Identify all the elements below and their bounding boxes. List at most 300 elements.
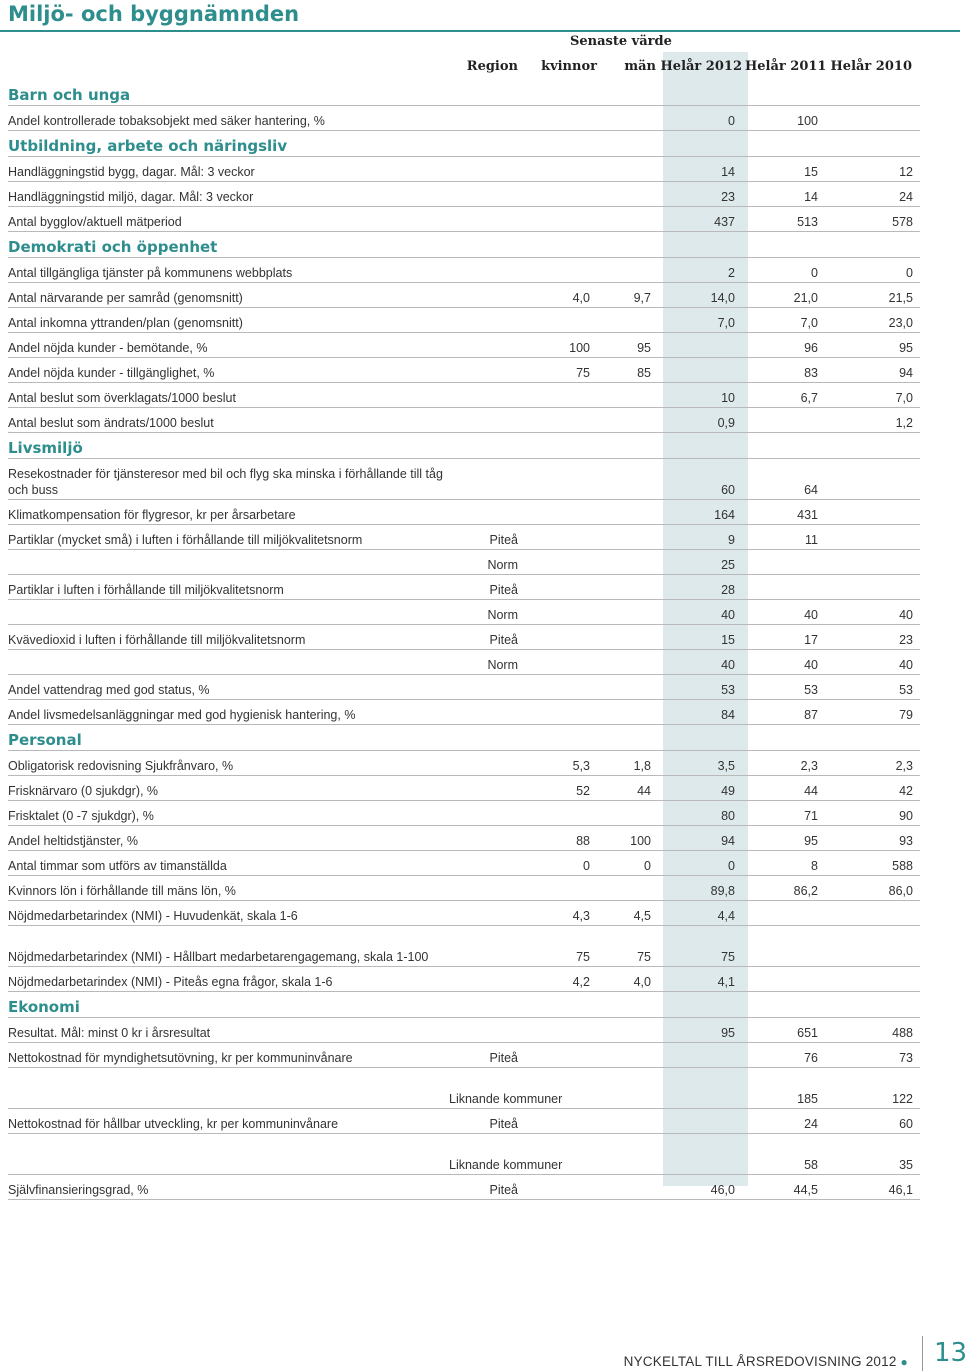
table-row bbox=[8, 1134, 920, 1175]
table-row bbox=[8, 851, 920, 876]
region-cell bbox=[449, 500, 529, 525]
men-cell: 75 bbox=[597, 926, 658, 967]
value-2010-cell: 73 bbox=[825, 1043, 920, 1068]
women-cell: 75 bbox=[529, 926, 597, 967]
men-cell bbox=[597, 675, 658, 700]
table-row bbox=[8, 926, 920, 967]
region-cell bbox=[449, 876, 529, 901]
value-2010-cell: 588 bbox=[825, 851, 920, 876]
women-cell bbox=[529, 1043, 597, 1068]
row-label: Nöjdmedarbetarindex (NMI) - Piteås egna frågor, skala 1-6 bbox=[8, 967, 449, 992]
section-title: Ekonomi bbox=[8, 998, 80, 1016]
region-cell bbox=[449, 776, 529, 801]
table-row bbox=[8, 675, 920, 700]
table-row bbox=[8, 550, 920, 575]
section-cell bbox=[8, 131, 920, 157]
men-cell bbox=[597, 1043, 658, 1068]
row-label: Nöjdmedarbetarindex (NMI) - Huvudenkät, skala 1-6 bbox=[8, 901, 449, 926]
value-2011-cell: 76 bbox=[742, 1043, 825, 1068]
section-cell bbox=[8, 80, 920, 106]
men-cell bbox=[597, 500, 658, 525]
row-label: Resultat. Mål: minst 0 kr i årsresultat bbox=[8, 1018, 449, 1043]
value-2012-cell bbox=[658, 1134, 742, 1175]
value-2011-cell: 44,5 bbox=[742, 1175, 825, 1200]
value-2011-cell bbox=[742, 901, 825, 926]
value-2010-cell bbox=[825, 459, 920, 500]
value-2010-cell: 35 bbox=[825, 1134, 920, 1175]
section-header bbox=[8, 433, 920, 459]
value-2012-cell bbox=[658, 1068, 742, 1109]
value-2010-cell: 7,0 bbox=[825, 383, 920, 408]
section-header bbox=[8, 131, 920, 157]
men-cell bbox=[597, 600, 658, 625]
region-cell: Liknande kommuner bbox=[449, 1134, 529, 1175]
table-row bbox=[8, 1109, 920, 1134]
table-row bbox=[8, 901, 920, 926]
region-cell: Norm bbox=[449, 550, 529, 575]
value-2011-cell: 40 bbox=[742, 650, 825, 675]
value-2011-cell: 58 bbox=[742, 1134, 825, 1175]
row-label: Andel nöjda kunder - tillgänglighet, % bbox=[8, 358, 449, 383]
row-label: Antal timmar som utförs av timanställda bbox=[8, 851, 449, 876]
value-2010-cell: 2,3 bbox=[825, 751, 920, 776]
table-row bbox=[8, 1068, 920, 1109]
header-men: män bbox=[624, 59, 656, 74]
header-2010: Helår 2010 bbox=[830, 59, 912, 74]
region-cell bbox=[449, 106, 529, 131]
men-cell bbox=[597, 700, 658, 725]
men-cell: 4,5 bbox=[597, 901, 658, 926]
value-2012-cell bbox=[658, 333, 742, 358]
women-cell: 88 bbox=[529, 826, 597, 851]
women-cell bbox=[529, 207, 597, 232]
value-2011-cell: 40 bbox=[742, 600, 825, 625]
region-cell: Piteå bbox=[449, 1043, 529, 1068]
row-label: Handläggningstid bygg, dagar. Mål: 3 veckor bbox=[8, 157, 449, 182]
section-title: Utbildning, arbete och näringsliv bbox=[8, 137, 288, 155]
table-body bbox=[8, 80, 920, 1200]
section-title: Barn och unga bbox=[8, 86, 131, 104]
women-cell bbox=[529, 575, 597, 600]
men-cell bbox=[597, 1134, 658, 1175]
value-2011-cell: 71 bbox=[742, 801, 825, 826]
row-label: Klimatkompensation för flygresor, kr per årsarbetare bbox=[8, 500, 449, 525]
region-cell bbox=[449, 157, 529, 182]
women-cell: 100 bbox=[529, 333, 597, 358]
row-label: Nöjdmedarbetarindex (NMI) - Hållbart medarbetarengagemang, skala 1-100 bbox=[8, 926, 449, 967]
section-header bbox=[8, 725, 920, 751]
women-cell bbox=[529, 550, 597, 575]
row-label: Antal bygglov/aktuell mätperiod bbox=[8, 207, 449, 232]
value-2012-cell: 14 bbox=[658, 157, 742, 182]
value-2010-cell: 23,0 bbox=[825, 308, 920, 333]
women-cell: 75 bbox=[529, 358, 597, 383]
men-cell: 85 bbox=[597, 358, 658, 383]
value-2011-cell: 651 bbox=[742, 1018, 825, 1043]
value-2012-cell: 2 bbox=[658, 258, 742, 283]
page-title: Miljö- och byggnämnden bbox=[8, 2, 300, 26]
region-cell bbox=[449, 333, 529, 358]
value-2010-cell bbox=[825, 106, 920, 131]
bullet-icon: ● bbox=[900, 1355, 908, 1369]
value-2012-cell: 15 bbox=[658, 625, 742, 650]
row-label: Andel heltidstjänster, % bbox=[8, 826, 449, 851]
value-2010-cell bbox=[825, 500, 920, 525]
region-cell bbox=[449, 1018, 529, 1043]
men-cell: 44 bbox=[597, 776, 658, 801]
header-2012: Helår 2012 bbox=[660, 59, 742, 74]
value-2011-cell bbox=[742, 575, 825, 600]
key-figures-table bbox=[8, 80, 920, 1200]
value-2010-cell: 578 bbox=[825, 207, 920, 232]
table-row bbox=[8, 525, 920, 550]
value-2012-cell: 95 bbox=[658, 1018, 742, 1043]
men-cell bbox=[597, 1175, 658, 1200]
row-label: Resekostnader för tjänsteresor med bil och flyg ska minska i förhållande till tåg och buss bbox=[8, 459, 449, 500]
table-row bbox=[8, 207, 920, 232]
men-cell bbox=[597, 308, 658, 333]
footer-text: NYCKELTAL TILL ÅRSREDOVISNING 2012 bbox=[623, 1354, 897, 1369]
value-2011-cell: 53 bbox=[742, 675, 825, 700]
table-row bbox=[8, 700, 920, 725]
region-cell: Piteå bbox=[449, 1109, 529, 1134]
value-2011-cell: 185 bbox=[742, 1068, 825, 1109]
table-row bbox=[8, 500, 920, 525]
section-title: Livsmiljö bbox=[8, 439, 83, 457]
row-label: Nettokostnad för hållbar utveckling, kr per kommuninvånare bbox=[8, 1109, 449, 1134]
table-row bbox=[8, 575, 920, 600]
value-2010-cell: 53 bbox=[825, 675, 920, 700]
value-2012-cell: 80 bbox=[658, 801, 742, 826]
value-2012-cell: 4,4 bbox=[658, 901, 742, 926]
row-label: Frisknärvaro (0 sjukdgr), % bbox=[8, 776, 449, 801]
row-label: Kvinnors lön i förhållande till mäns lön, % bbox=[8, 876, 449, 901]
region-cell bbox=[449, 207, 529, 232]
section-header bbox=[8, 80, 920, 106]
value-2011-cell bbox=[742, 967, 825, 992]
men-cell: 4,0 bbox=[597, 967, 658, 992]
footer bbox=[624, 1354, 908, 1369]
page-number: 13 bbox=[934, 1338, 967, 1368]
value-2012-cell: 3,5 bbox=[658, 751, 742, 776]
row-label: Antal inkomna yttranden/plan (genomsnitt) bbox=[8, 308, 449, 333]
table-row bbox=[8, 459, 920, 500]
value-2010-cell: 0 bbox=[825, 258, 920, 283]
value-2010-cell: 23 bbox=[825, 625, 920, 650]
value-2011-cell: 96 bbox=[742, 333, 825, 358]
table-row bbox=[8, 1043, 920, 1068]
men-cell bbox=[597, 625, 658, 650]
men-cell bbox=[597, 383, 658, 408]
row-label: Andel vattendrag med god status, % bbox=[8, 675, 449, 700]
value-2010-cell bbox=[825, 926, 920, 967]
women-cell bbox=[529, 876, 597, 901]
women-cell: 52 bbox=[529, 776, 597, 801]
row-label: Andel livsmedelsanläggningar med god hygienisk hantering, % bbox=[8, 700, 449, 725]
value-2011-cell: 87 bbox=[742, 700, 825, 725]
value-2011-cell: 95 bbox=[742, 826, 825, 851]
men-cell bbox=[597, 575, 658, 600]
row-label: Obligatorisk redovisning Sjukfrånvaro, % bbox=[8, 751, 449, 776]
value-2010-cell: 40 bbox=[825, 650, 920, 675]
table-row bbox=[8, 258, 920, 283]
value-2010-cell: 488 bbox=[825, 1018, 920, 1043]
section-title: Personal bbox=[8, 731, 82, 749]
header-2011: Helår 2011 bbox=[745, 59, 827, 74]
row-label: Antal beslut som överklagats/1000 beslut bbox=[8, 383, 449, 408]
women-cell bbox=[529, 500, 597, 525]
region-cell bbox=[449, 308, 529, 333]
table-row bbox=[8, 625, 920, 650]
section-header bbox=[8, 232, 920, 258]
value-2012-cell: 28 bbox=[658, 575, 742, 600]
section-header bbox=[8, 992, 920, 1018]
row-label: Handläggningstid miljö, dagar. Mål: 3 veckor bbox=[8, 182, 449, 207]
region-cell bbox=[449, 700, 529, 725]
table-row bbox=[8, 383, 920, 408]
value-2012-cell: 164 bbox=[658, 500, 742, 525]
value-2012-cell: 0 bbox=[658, 106, 742, 131]
value-2011-cell: 100 bbox=[742, 106, 825, 131]
region-cell bbox=[449, 926, 529, 967]
region-cell bbox=[449, 751, 529, 776]
men-cell: 1,8 bbox=[597, 751, 658, 776]
region-cell: Piteå bbox=[449, 625, 529, 650]
women-cell bbox=[529, 675, 597, 700]
value-2012-cell: 14,0 bbox=[658, 283, 742, 308]
value-2011-cell: 0 bbox=[742, 258, 825, 283]
men-cell: 95 bbox=[597, 333, 658, 358]
table-row bbox=[8, 308, 920, 333]
value-2010-cell: 60 bbox=[825, 1109, 920, 1134]
table-row bbox=[8, 967, 920, 992]
value-2010-cell: 21,5 bbox=[825, 283, 920, 308]
section-title: Demokrati och öppenhet bbox=[8, 238, 218, 256]
value-2012-cell: 94 bbox=[658, 826, 742, 851]
value-2011-cell: 2,3 bbox=[742, 751, 825, 776]
value-2010-cell: 90 bbox=[825, 801, 920, 826]
table-row bbox=[8, 876, 920, 901]
value-2011-cell bbox=[742, 408, 825, 433]
table-row bbox=[8, 358, 920, 383]
men-cell bbox=[597, 525, 658, 550]
value-2010-cell: 95 bbox=[825, 333, 920, 358]
value-2011-cell: 6,7 bbox=[742, 383, 825, 408]
women-cell bbox=[529, 408, 597, 433]
men-cell: 9,7 bbox=[597, 283, 658, 308]
value-2012-cell: 84 bbox=[658, 700, 742, 725]
value-2012-cell: 0,9 bbox=[658, 408, 742, 433]
women-cell: 5,3 bbox=[529, 751, 597, 776]
row-label bbox=[8, 650, 449, 675]
value-2012-cell: 10 bbox=[658, 383, 742, 408]
women-cell bbox=[529, 106, 597, 131]
men-cell bbox=[597, 459, 658, 500]
men-cell: 0 bbox=[597, 851, 658, 876]
row-label: Antal beslut som ändrats/1000 beslut bbox=[8, 408, 449, 433]
value-2011-cell: 86,2 bbox=[742, 876, 825, 901]
value-2010-cell: 79 bbox=[825, 700, 920, 725]
value-2010-cell: 12 bbox=[825, 157, 920, 182]
value-2011-cell: 24 bbox=[742, 1109, 825, 1134]
value-2012-cell: 4,1 bbox=[658, 967, 742, 992]
row-label: Kvävedioxid i luften i förhållande till miljökvalitetsnorm bbox=[8, 625, 449, 650]
row-label: Frisktalet (0 -7 sjukdgr), % bbox=[8, 801, 449, 826]
women-cell: 4,0 bbox=[529, 283, 597, 308]
value-2011-cell: 431 bbox=[742, 500, 825, 525]
section-cell bbox=[8, 433, 920, 459]
women-cell bbox=[529, 308, 597, 333]
row-label: Andel nöjda kunder - bemötande, % bbox=[8, 333, 449, 358]
men-cell bbox=[597, 207, 658, 232]
table-row bbox=[8, 106, 920, 131]
men-cell bbox=[597, 258, 658, 283]
women-cell bbox=[529, 801, 597, 826]
row-label: Partiklar i luften i förhållande till miljökvalitetsnorm bbox=[8, 575, 449, 600]
row-label: Partiklar (mycket små) i luften i förhållande till miljökvalitetsnorm bbox=[8, 525, 449, 550]
row-label bbox=[8, 550, 449, 575]
section-cell bbox=[8, 725, 920, 751]
value-2012-cell: 75 bbox=[658, 926, 742, 967]
value-2012-cell: 23 bbox=[658, 182, 742, 207]
table-row bbox=[8, 157, 920, 182]
men-cell bbox=[597, 1018, 658, 1043]
value-2010-cell: 24 bbox=[825, 182, 920, 207]
header-region: Region bbox=[466, 59, 518, 74]
row-label bbox=[8, 1134, 449, 1175]
value-2012-cell: 40 bbox=[658, 650, 742, 675]
region-cell: Norm bbox=[449, 600, 529, 625]
women-cell bbox=[529, 600, 597, 625]
value-2012-cell: 25 bbox=[658, 550, 742, 575]
section-cell bbox=[8, 992, 920, 1018]
value-2011-cell bbox=[742, 926, 825, 967]
value-2012-cell: 9 bbox=[658, 525, 742, 550]
value-2011-cell: 17 bbox=[742, 625, 825, 650]
men-cell bbox=[597, 876, 658, 901]
women-cell bbox=[529, 700, 597, 725]
row-label bbox=[8, 600, 449, 625]
value-2011-cell: 7,0 bbox=[742, 308, 825, 333]
men-cell bbox=[597, 1068, 658, 1109]
value-2010-cell: 42 bbox=[825, 776, 920, 801]
section-cell bbox=[8, 232, 920, 258]
value-2011-cell: 8 bbox=[742, 851, 825, 876]
row-label: Andel kontrollerade tobaksobjekt med säker hantering, % bbox=[8, 106, 449, 131]
table-row bbox=[8, 182, 920, 207]
table-row bbox=[8, 408, 920, 433]
row-label: Antal tillgängliga tjänster på kommunens webbplats bbox=[8, 258, 449, 283]
men-cell bbox=[597, 650, 658, 675]
region-cell: Piteå bbox=[449, 525, 529, 550]
women-cell bbox=[529, 525, 597, 550]
table-row bbox=[8, 1018, 920, 1043]
table-row bbox=[8, 333, 920, 358]
row-label: Nettokostnad för myndighetsutövning, kr per kommuninvånare bbox=[8, 1043, 449, 1068]
region-cell bbox=[449, 408, 529, 433]
table-row bbox=[8, 776, 920, 801]
value-2010-cell bbox=[825, 550, 920, 575]
women-cell bbox=[529, 625, 597, 650]
value-2012-cell bbox=[658, 1043, 742, 1068]
value-2010-cell: 46,1 bbox=[825, 1175, 920, 1200]
women-cell bbox=[529, 383, 597, 408]
value-2012-cell: 40 bbox=[658, 600, 742, 625]
value-2010-cell bbox=[825, 967, 920, 992]
value-2012-cell: 46,0 bbox=[658, 1175, 742, 1200]
value-2012-cell: 0 bbox=[658, 851, 742, 876]
value-2010-cell: 86,0 bbox=[825, 876, 920, 901]
value-2011-cell: 513 bbox=[742, 207, 825, 232]
women-cell bbox=[529, 157, 597, 182]
value-2012-cell bbox=[658, 358, 742, 383]
region-cell bbox=[449, 258, 529, 283]
men-cell bbox=[597, 408, 658, 433]
table-row bbox=[8, 600, 920, 625]
women-cell bbox=[529, 258, 597, 283]
value-2010-cell bbox=[825, 525, 920, 550]
men-cell bbox=[597, 157, 658, 182]
value-2011-cell bbox=[742, 550, 825, 575]
women-cell bbox=[529, 1175, 597, 1200]
value-2012-cell: 437 bbox=[658, 207, 742, 232]
women-cell: 0 bbox=[529, 851, 597, 876]
women-cell bbox=[529, 1109, 597, 1134]
value-2012-cell: 49 bbox=[658, 776, 742, 801]
region-cell: Norm bbox=[449, 650, 529, 675]
region-cell bbox=[449, 675, 529, 700]
men-cell bbox=[597, 550, 658, 575]
value-2011-cell: 11 bbox=[742, 525, 825, 550]
value-2012-cell bbox=[658, 1109, 742, 1134]
region-cell bbox=[449, 459, 529, 500]
women-cell bbox=[529, 182, 597, 207]
value-2010-cell: 122 bbox=[825, 1068, 920, 1109]
region-cell: Piteå bbox=[449, 575, 529, 600]
table-row bbox=[8, 650, 920, 675]
men-cell: 100 bbox=[597, 826, 658, 851]
women-cell: 4,2 bbox=[529, 967, 597, 992]
value-2010-cell bbox=[825, 575, 920, 600]
title-rule bbox=[0, 30, 960, 32]
value-2011-cell: 64 bbox=[742, 459, 825, 500]
region-cell bbox=[449, 826, 529, 851]
value-2011-cell: 14 bbox=[742, 182, 825, 207]
women-cell bbox=[529, 1018, 597, 1043]
value-2010-cell: 1,2 bbox=[825, 408, 920, 433]
value-2012-cell: 7,0 bbox=[658, 308, 742, 333]
women-cell: 4,3 bbox=[529, 901, 597, 926]
value-2012-cell: 89,8 bbox=[658, 876, 742, 901]
region-cell bbox=[449, 901, 529, 926]
region-cell: Piteå bbox=[449, 1175, 529, 1200]
region-cell bbox=[449, 283, 529, 308]
table-row bbox=[8, 751, 920, 776]
region-cell: Liknande kommuner bbox=[449, 1068, 529, 1109]
value-2010-cell: 94 bbox=[825, 358, 920, 383]
value-2010-cell: 93 bbox=[825, 826, 920, 851]
region-cell bbox=[449, 182, 529, 207]
value-2010-cell: 40 bbox=[825, 600, 920, 625]
value-2011-cell: 15 bbox=[742, 157, 825, 182]
region-cell bbox=[449, 358, 529, 383]
row-label: Självfinansieringsgrad, % bbox=[8, 1175, 449, 1200]
table-row bbox=[8, 283, 920, 308]
page-number-divider bbox=[922, 1336, 923, 1371]
header-women: kvinnor bbox=[541, 59, 597, 74]
value-2011-cell: 83 bbox=[742, 358, 825, 383]
men-cell bbox=[597, 1109, 658, 1134]
